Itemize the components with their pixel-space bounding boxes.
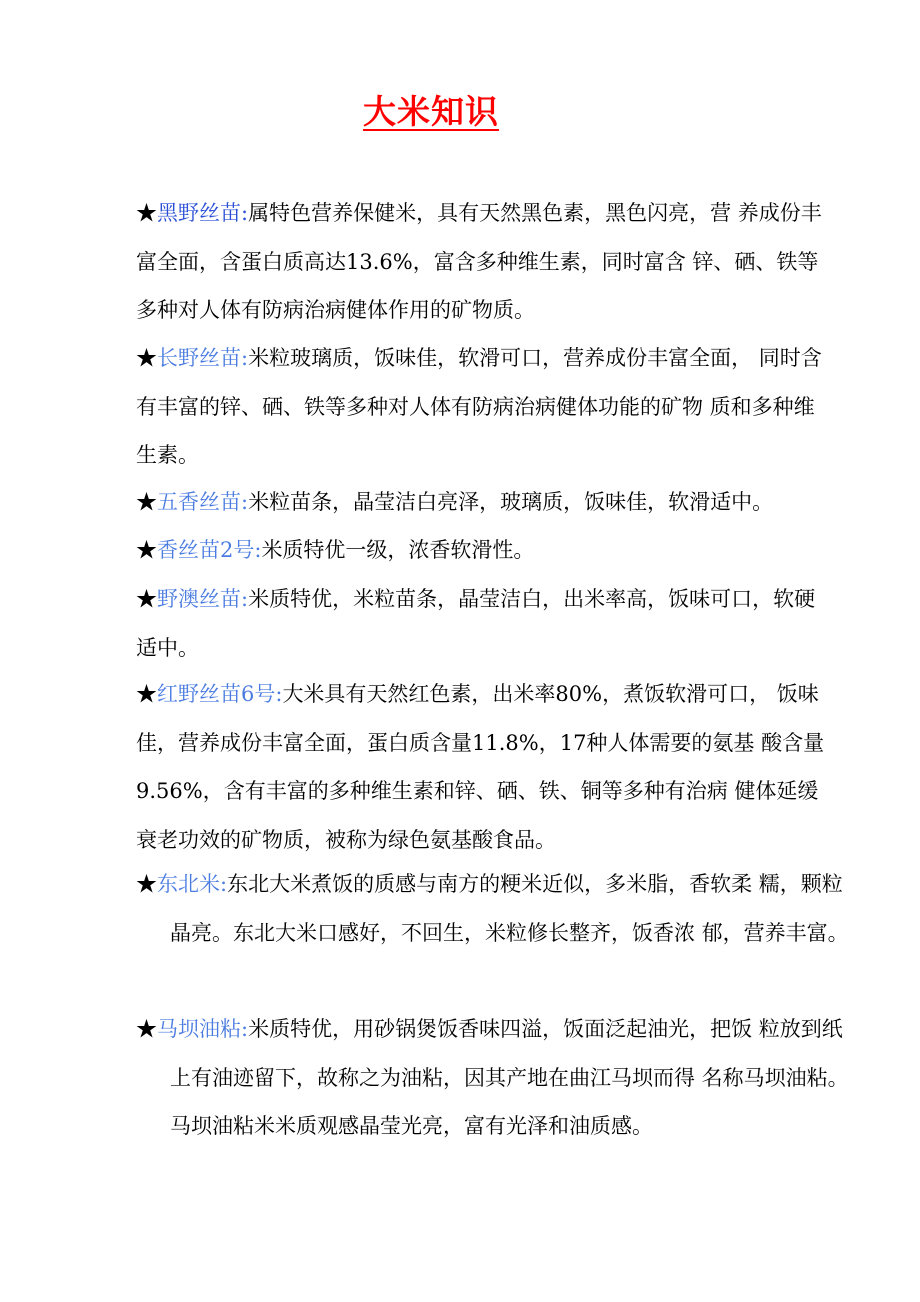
entry-xiang-simiao-2 (136, 526, 826, 575)
entry-description: 属特色营养保健米，具有天然黑色素，黑色闪亮，营 养成份丰富全面，含蛋白质高达13.6%，富含多种维生素，同时富含 锌、硒、铁等多种对人体有防病治病健体作用的矿物质。 (136, 201, 822, 322)
entry-wuxiang-simiao (136, 478, 826, 527)
entry-dongbei-mi (136, 860, 860, 957)
entry-name: 黑野丝苗: (157, 201, 249, 225)
star-icon: ★ (136, 490, 157, 514)
entry-name: 长野丝苗: (157, 346, 249, 370)
star-icon: ★ (136, 872, 157, 896)
star-icon: ★ (136, 538, 157, 562)
entry-name: 野澳丝苗: (157, 587, 249, 611)
entry-changye-simiao (136, 334, 826, 480)
entry-description: 米质特优一级，浓香软滑性。 (261, 538, 535, 562)
entry-hongye-simiao-6 (136, 670, 826, 864)
entry-name: 东北米: (157, 872, 228, 896)
entry-description: 大米具有天然红色素，出米率80%，煮饭软滑可口， 饭味佳，营养成份丰富全面，蛋白质含量11.8%，17种人体需要的氨基 酸含量9.56%，含有丰富的多种维生素和锌、硒、铁、铜等多种有治病 健体延缓衰老功效的矿物质，被称为绿色氨基酸食品。 (136, 682, 825, 852)
entry-description: 米质特优，用砂锅煲饭香味四溢，饭面泛起油光，把饭 粒放到纸上有油迹留下，故称之为油粘，因其产地在曲江马坝而得 名称马坝油粘。马坝油粘米米质观感晶莹光亮，富有光泽和油质感。 (170, 1017, 849, 1138)
entry-description: 米粒苗条，晶莹洁白亮泽，玻璃质，饭味佳，软滑适中。 (248, 490, 774, 514)
entry-heiye-simiao (136, 189, 826, 335)
star-icon: ★ (136, 682, 157, 706)
entry-name: 马坝油粘: (157, 1017, 249, 1041)
entry-name: 红野丝苗6号: (157, 682, 283, 706)
entry-description: 东北大米煮饭的质感与南方的粳米近似，多米脂，香软柔 糯，颗粒晶亮。东北大米口感好，不回生，米粒修长整齐，饭香浓 郁，营养丰富。 (170, 872, 849, 945)
star-icon: ★ (136, 346, 157, 370)
entry-yeao-simiao (136, 575, 826, 672)
entry-maba-youzhan (136, 1005, 860, 1151)
star-icon: ★ (136, 587, 157, 611)
star-icon: ★ (136, 1017, 157, 1041)
entry-name: 香丝苗2号: (157, 538, 262, 562)
star-icon: ★ (136, 201, 157, 225)
entry-description: 米粒玻璃质，饭味佳，软滑可口，营养成份丰富全面， 同时含有丰富的锌、硒、铁等多种对人体有防病治病健体功能的矿物 质和多种维生素。 (136, 346, 822, 467)
entry-name: 五香丝苗: (157, 490, 249, 514)
page-title: 大米知识 (363, 92, 499, 131)
entry-description: 米质特优，米粒苗条，晶莹洁白，出米率高，饭味可口，软硬适中。 (136, 587, 816, 660)
